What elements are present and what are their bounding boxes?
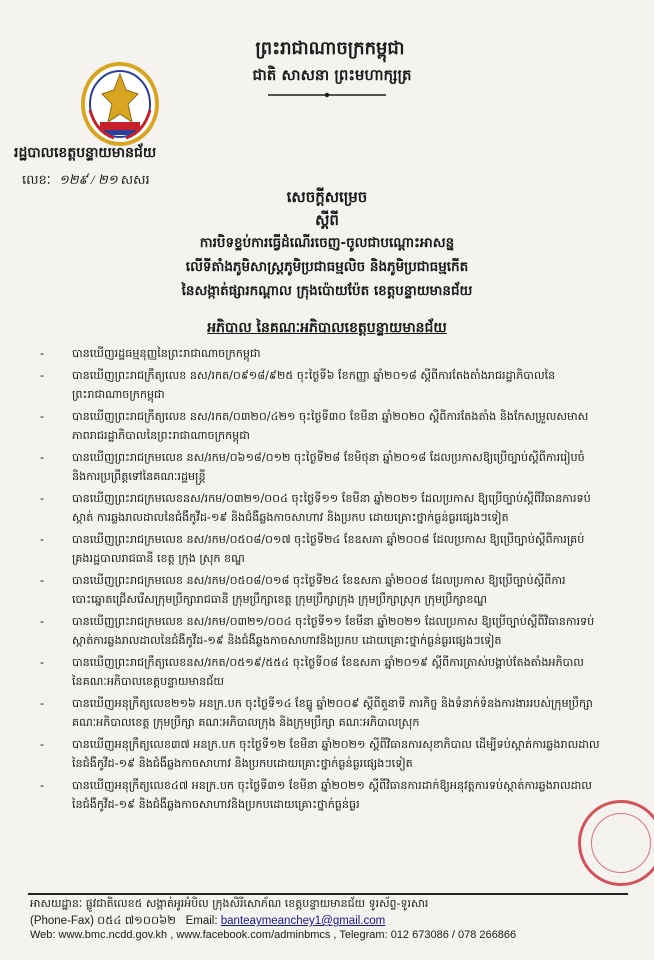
motto-ornament [268,92,386,98]
title-subject-line3: នៃសង្កាត់ផ្សារកណ្តាល ក្រុងប៉ោយប៉ែត ខេត្តបន្ទាយមានជ័យ [181,283,473,299]
footer-web[interactable]: Web: www.bmc.ncdd.gov.kh , www.facebook.com/adminbmcs , Telegram: 012 673086 / 078 266866 [30,929,517,941]
issuing-administration: រដ្ឋបាលខេត្តបន្ទាយមានជ័យ [14,145,157,161]
list-item: - បានឃើញអនុក្រឹត្យលេខ២១៦ អនក្រ.បក ចុះថ្ងៃទី១៤ ខែធ្នូ ឆ្នាំ២០០៩ ស្តីពីតួនាទី ភារកិច្ច និងទំនាក់ទំនងការងាររបស់ក្រុមប្រឹក្សា គណៈអភិបាលខេត្ត ក្រុមប្រឹក្សា គណៈអភិបាលក្រុង និងក្រុមប្រឹក្សា គណៈអភិបាលស្រុក [40,696,593,729]
kingdom-heading: ព្រះរាជាណាចក្រកម្ពុជា [255,38,405,59]
title-subject-line2: លើទីតាំងភូមិសាស្ត្រភូមិប្រជាធម្មលិច និងភូមិប្រជាធម្មកើត [185,259,469,275]
phone-label: (Phone-Fax) [30,915,94,927]
list-item: - បានឃើញព្រះរាជក្រមលេខ នស/រកម/០៥០៨/០១៧ ចុះថ្ងៃទី២៤ ខែឧសភា ឆ្នាំ២០០៨ ដែលប្រកាស ឱ្យប្រើច្បាប់ស្តីពីការគ្រប់គ្រងរដ្ឋបាលរាជធានី ខេត្ត ក្រុង ស្រុក ខណ្ឌ [40,532,585,565]
legal-basis-list [40,344,600,817]
email-link[interactable]: banteaymeanchey1@gmail.com [220,915,386,927]
footer-address: អាសយដ្ឋានៈ ផ្លូវជាតិលេខ៥ សង្កាត់អូរអំបិល ក្រុងសិរីសោភ័ណ ខេត្តបន្ទាយមានជ័យ ទូរស័ព្ទ-ទូរសារ [30,897,429,910]
list-item: - បានឃើញព្រះរាជក្រឹត្យលេខ នស/រកត/០៩១៨/៩២៥ ចុះថ្ងៃទី៦ ខែកញ្ញា ឆ្នាំ២០១៨ ស្តីពីការតែងតាំងរាជរដ្ឋាភិបាលនៃព្រះរាជាណាចក្រកម្ពុជា [40,368,556,401]
list-item: - បានឃើញព្រះរាជក្រមលេខនស/រកម/០៣២១/០០៤ ចុះថ្ងៃទី១១ ខែមីនា ឆ្នាំ២០២១ ដែលប្រកាស ឱ្យប្រើច្បាប់ស្តីពីវិធានការទប់ស្កាត់ ការឆ្លងរាលដាលនៃជំងឺកូវីដ-១៩ និងជំងឺឆ្លងកាចសាហាវ និងប្រកប ដោយគ្រោះថ្នាក់ធ្ងន់ធ្ងរផ្សេងៗទៀត [40,491,591,524]
footer-contact [30,913,385,930]
reference-value: ១២៩ / ២១ [58,172,121,187]
email-label: Email: [185,915,218,927]
official-seal-stamp [578,800,654,886]
list-item: - បានឃើញព្រះរាជក្រឹត្យលេខ នស/រកត/០៣២០/៤២១ ចុះថ្ងៃទី៣០ ខែមីនា ឆ្នាំ២០២០ ស្តីពីការតែងតាំង និងកែសម្រួលសមាសភាពរាជរដ្ឋាភិបាលនៃព្រះរាជាណាចក្រកម្ពុជា [40,409,589,442]
list-item: - បានឃើញព្រះរាជក្រមលេខ នស/រកម/០៦១៨/០១២ ចុះថ្ងៃទី២៨ ខែមិថុនា ឆ្នាំ២០១៨ ដែលប្រកាសឱ្យប្រើច្បាប់ស្តីពីការរៀបចំ និងការប្រព្រឹត្តទៅនៃគណៈរដ្ឋមន្ត្រី [40,450,585,483]
issuing-authority: អភិបាល នៃគណៈអភិបាលខេត្តបន្ទាយមានជ័យ [207,320,447,336]
list-item: - បានឃើញអនុក្រឹត្យលេខ៣៧ អនក្រ.បក ចុះថ្ងៃទី១២ ខែមីនា ឆ្នាំ២០២១ ស្តីពីវិធានការសុខាភិបាល ដើម្បីទប់ស្កាត់ការឆ្លងរាលដាលនៃជំងឺកូវីដ-១៩ និងជំងឺឆ្លងកាចសាហាវ និងប្រកបដោយគ្រោះថ្នាក់ធ្ងន់ធ្ងរផ្សេងៗទៀត [40,737,600,770]
list-item: - បានឃើញព្រះរាជក្រឹត្យលេខនស/រកត/០៥១៩/៥៥៤ ចុះថ្ងៃទី០៨ ខែឧសភា ឆ្នាំ២០១៩ ស្តីពីការត្រាស់បង្គាប់តែងតាំងអភិបាល នៃគណៈអភិបាលខេត្តបន្ទាយមានជ័យ [40,655,584,688]
reference-label: លេខៈ [22,173,51,188]
list-item: - បានឃើញព្រះរាជក្រមលេខ នស/រកម/០៣២១/០០៤ ចុះថ្ងៃទី១១ ខែមីនា ឆ្នាំ២០២១ ដែលប្រកាស ឱ្យប្រើច្បាប់ស្តីពីវិធានការទប់ស្កាត់ការឆ្លងរាលដាលនៃជំងឺកូវីដ-១៩ និងជំងឺឆ្លងកាចសាហាវនិងប្រកប ដោយគ្រោះថ្នាក់ធ្ងន់ធ្ងរផ្សេងៗទៀត [40,614,595,647]
title-about: ស្តីពី [315,211,339,229]
reference-suffix: សសរ [120,173,150,188]
document-type: សេចក្តីសម្រេច [286,188,368,206]
title-subject-line1: ការបិទខ្ទប់ការធ្វើដំណើរចេញ-ចូលជាបណ្តោះអាសន្ន [199,235,455,251]
footer-divider [28,893,628,895]
list-item: - បានឃើញព្រះរាជក្រមលេខ នស/រកម/០៥០៨/០១៨ ចុះថ្ងៃទី២៤ ខែឧសភា ឆ្នាំ២០០៨ ដែលប្រកាស ឱ្យប្រើច្បាប់ស្តីពីការបោះឆ្នោតជ្រើសរើសក្រុមប្រឹក្សារាជធានី ក្រុមប្រឹក្សាខេត្ត ក្រុមប្រឹក្សាក្រុង ក្រុមប្រឹក្សាស្រុក ក្រុមប្រឹក្សាខណ្ឌ [40,573,566,606]
list-item: - បានឃើញរដ្ឋធម្មនុញ្ញនៃព្រះរាជាណាចក្រកម្ពុជា [40,347,261,360]
national-motto: ជាតិ សាសនា ព្រះមហាក្សត្រ [252,66,412,84]
provincial-emblem-icon [80,60,160,146]
list-item: - បានឃើញអនុក្រឹត្យលេខ៤៧ អនក្រ.បក ចុះថ្ងៃទី៣១ ខែមីនា ឆ្នាំ២០២១ ស្តីពីវិធានការដាក់ឱ្យអនុវត្តការទប់ស្កាត់ការឆ្លងរាលដាលនៃជំងឺកូវីដ-១៩ និងជំងឺឆ្លងកាចសាហាវនិងប្រកបដោយគ្រោះថ្នាក់ធ្ងន់ធ្ងរ [40,778,592,811]
phone-number: ០៥៤ ៧១០០៦២ [97,915,177,927]
